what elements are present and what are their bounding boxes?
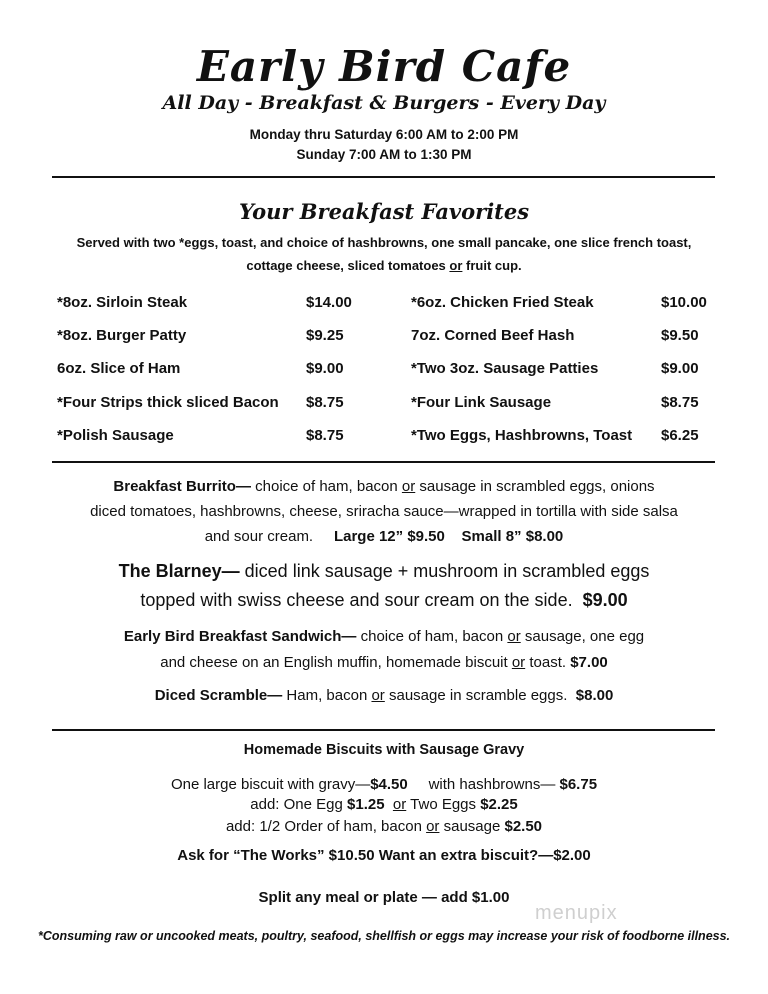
sandwich-price: $7.00 (570, 654, 608, 671)
divider (52, 729, 715, 731)
menu-item-name: 7oz. Corned Beef Hash (411, 327, 575, 344)
menu-item-price: $8.75 (306, 427, 344, 444)
scramble-name: Diced Scramble— (154, 687, 283, 704)
menu-item-price: $9.50 (661, 327, 699, 344)
biscuits-heading: Homemade Biscuits with Sausage Gravy (243, 742, 525, 758)
biscuits-line-1: One large biscuit with gravy—$4.50 with hashbrowns— $6.75 (170, 776, 598, 793)
divider (52, 176, 715, 178)
burrito-small-price: Small 8” $8.00 (461, 528, 564, 545)
served-with-line-2: cottage cheese, sliced tomatoes or fruit cup. (246, 258, 522, 273)
biscuits-line-3: add: 1/2 Order of ham, bacon or sausage $2.50 (225, 818, 543, 835)
biscuits-line-2: add: One Egg $1.25 or Two Eggs $2.25 (250, 796, 518, 813)
menu-item-price: $6.25 (661, 427, 699, 444)
sandwich-line-1: Early Bird Breakfast Sandwich— choice of ham, bacon or sausage, one egg (123, 628, 645, 645)
menu-item-name: *Two 3oz. Sausage Patties (411, 360, 599, 377)
hours-weekday: Monday thru Saturday 6:00 AM to 2:00 PM (249, 127, 519, 142)
scramble-price: $8.00 (575, 687, 614, 704)
burrito-line-2: diced tomatoes, hashbrowns, cheese, sriracha sauce—wrapped in tortilla with side salsa (90, 503, 678, 520)
menu-item-price: $9.00 (306, 360, 344, 377)
burrito-large-price: Large 12” $9.50 (333, 528, 445, 545)
blarney-line-2: topped with swiss cheese and sour cream on the side. $9.00 (140, 590, 628, 610)
divider (52, 461, 715, 463)
cafe-title: Early Bird Cafe (196, 42, 572, 91)
menu-item-price: $8.75 (306, 394, 344, 411)
blarney-line-1: The Blarney— diced link sausage + mushroom in scrambled eggs (118, 561, 650, 581)
sandwich-line-2: and cheese on an English muffin, homemade biscuit or toast. $7.00 (160, 654, 608, 671)
menu-item-name: *8oz. Sirloin Steak (57, 294, 188, 311)
burrito-line-1: Breakfast Burrito— choice of ham, bacon or sausage in scrambled eggs, onions (113, 478, 655, 495)
menu-item-name: *Polish Sausage (57, 427, 174, 444)
blarney-price: $9.00 (582, 590, 628, 610)
burrito-line-3: and sour cream. Large 12” $9.50 Small 8” $8.00 (204, 528, 564, 545)
burrito-name: Breakfast Burrito— (113, 478, 251, 495)
menu-item-price: $9.25 (306, 327, 344, 344)
sandwich-name: Early Bird Breakfast Sandwich— (123, 628, 357, 645)
menu-item-name: *8oz. Burger Patty (57, 327, 187, 344)
the-works-line: Ask for “The Works” $10.50 Want an extra biscuit?—$2.00 (177, 847, 591, 864)
menu-item-name: *6oz. Chicken Fried Steak (411, 294, 594, 311)
menu-item-name: *Four Link Sausage (411, 394, 552, 411)
menu-item-name: *Two Eggs, Hashbrowns, Toast (411, 427, 633, 444)
favorites-heading: Your Breakfast Favorites (238, 199, 530, 224)
watermark-logo: menupix (535, 902, 618, 924)
menu-item-name: 6oz. Slice of Ham (57, 360, 181, 377)
served-with-line-1: Served with two *eggs, toast, and choice of hashbrowns, one small pancake, one slice french toast, (76, 235, 692, 250)
tagline: All Day - Breakfast & Burgers - Every Day (162, 92, 606, 114)
hours-sunday: Sunday 7:00 AM to 1:30 PM (296, 147, 472, 162)
split-meal-line: Split any meal or plate — add $1.00 (258, 889, 510, 906)
menu-item-price: $8.75 (661, 394, 699, 411)
menu-item-name: *Four Strips thick sliced Bacon (57, 394, 279, 411)
scramble-line: Diced Scramble— Ham, bacon or sausage in scramble eggs. $8.00 (154, 687, 614, 704)
blarney-name: The Blarney— (118, 561, 240, 581)
foodborne-disclaimer: *Consuming raw or uncooked meats, poultry, seafood, shellfish or eggs may increase your risk of foodborne illness. (37, 929, 731, 943)
menu-item-price: $14.00 (306, 294, 352, 311)
menu-item-price: $9.00 (661, 360, 699, 377)
menu-item-price: $10.00 (661, 294, 707, 311)
